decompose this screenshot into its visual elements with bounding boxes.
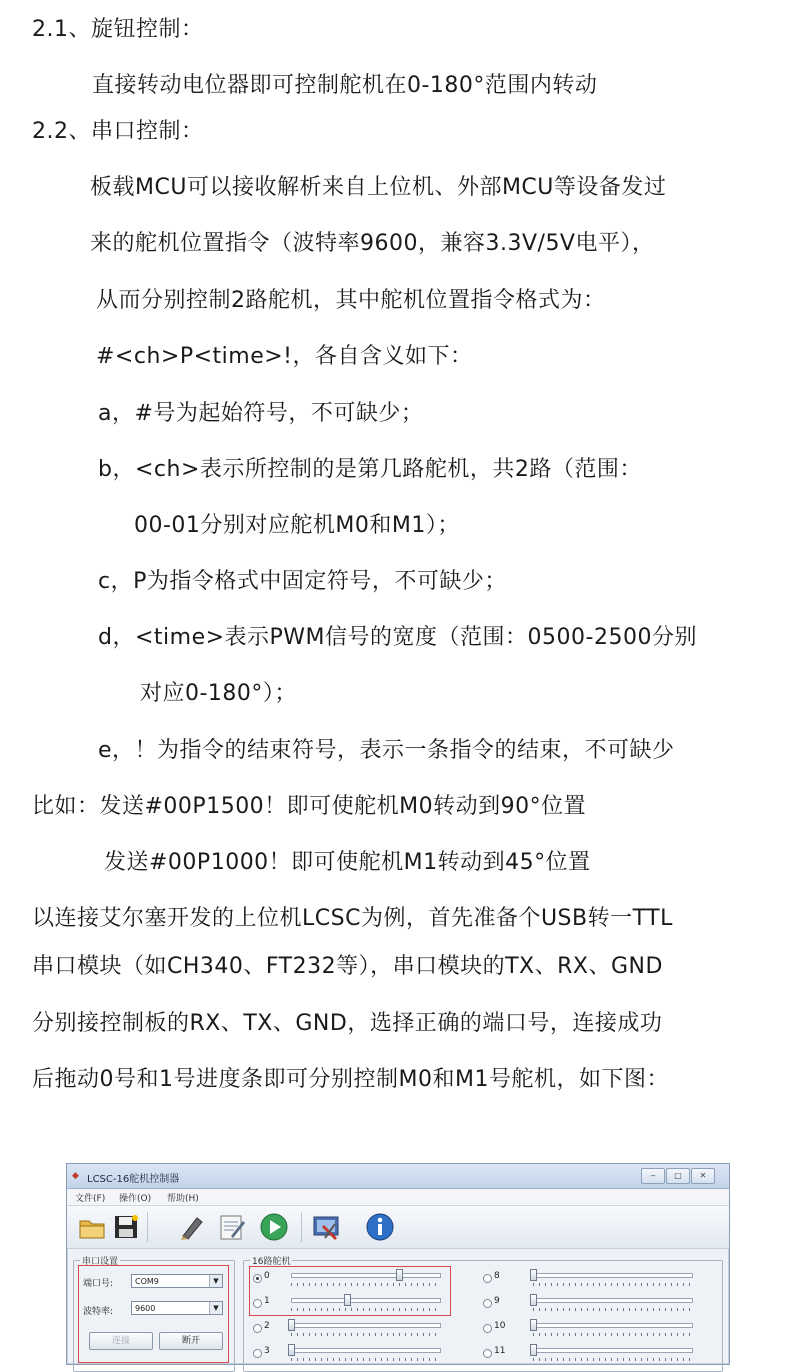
servo-position-slider[interactable] <box>533 1269 693 1291</box>
slider-thumb[interactable] <box>288 1319 295 1331</box>
list-item-b: b，<ch>表示所控制的是第几路舵机，共2路（范围： <box>98 457 642 482</box>
example-line: 发送#00P1000！即可使舵机M1转动到45°位置 <box>104 850 591 875</box>
slider-ticks <box>533 1333 693 1336</box>
paragraph-line: 以连接艾尔塞开发的上位机LCSC为例，首先准备个USB转一TTL <box>32 906 673 931</box>
slider-track <box>291 1298 441 1303</box>
channel-number-label: 10 <box>494 1321 506 1331</box>
section-heading-serial-control: 2.2、串口控制： <box>32 119 204 144</box>
channel-radio[interactable] <box>253 1299 262 1308</box>
servo-position-slider[interactable] <box>533 1319 693 1341</box>
command-format-line: #<ch>P<time>!，各自含义如下： <box>96 344 473 369</box>
slider-ticks <box>533 1308 693 1311</box>
maximize-button[interactable]: □ <box>666 1168 690 1184</box>
channel-number-label: 2 <box>264 1321 270 1331</box>
servo-position-slider[interactable] <box>291 1344 441 1366</box>
paragraph-line: 串口模块（如CH340、FT232等），串口模块的TX、RX、GND <box>32 954 663 979</box>
chevron-down-icon: ▼ <box>209 1302 222 1314</box>
minimize-button[interactable]: ‒ <box>641 1168 665 1184</box>
list-item-d-continued: 对应0-180°）； <box>140 681 297 706</box>
servo-position-slider[interactable] <box>533 1294 693 1316</box>
menu-file[interactable]: 文件(F) <box>75 1194 106 1204</box>
channel-radio[interactable] <box>253 1274 262 1283</box>
channel-number-label: 3 <box>264 1346 270 1356</box>
servo-channel-row <box>483 1269 693 1291</box>
toolbar-separator <box>301 1212 302 1242</box>
servo-position-slider[interactable] <box>291 1319 441 1341</box>
toolbar <box>67 1206 729 1249</box>
slider-ticks <box>291 1308 441 1311</box>
list-item-d: d，<time>表示PWM信号的宽度（范围：0500-2500分别 <box>98 625 697 650</box>
servo-channel-row <box>483 1344 693 1366</box>
slider-ticks <box>533 1358 693 1361</box>
paragraph-line: 直接转动电位器即可控制舵机在0-180°范围内转动 <box>92 73 598 98</box>
slider-thumb[interactable] <box>530 1344 537 1356</box>
settings-tools-icon[interactable] <box>311 1212 341 1242</box>
servo-group-label: 16路舵机 <box>250 1254 292 1267</box>
edit-document-icon[interactable] <box>217 1212 247 1242</box>
baud-value: 9600 <box>135 1304 156 1313</box>
servo-channel-row <box>253 1294 441 1316</box>
paragraph-line: 分别接控制板的RX、TX、GND，选择正确的端口号，连接成功 <box>32 1011 663 1036</box>
slider-thumb[interactable] <box>396 1269 403 1281</box>
servo-position-slider[interactable] <box>533 1344 693 1366</box>
slider-thumb[interactable] <box>344 1294 351 1306</box>
toolbar-separator <box>147 1212 148 1242</box>
slider-thumb[interactable] <box>288 1344 295 1356</box>
slider-thumb[interactable] <box>530 1319 537 1331</box>
app-window <box>66 1163 730 1365</box>
channel-number-label: 8 <box>494 1271 500 1281</box>
channel-number-label: 11 <box>494 1346 506 1356</box>
menu-bar <box>67 1189 729 1206</box>
slider-track <box>291 1348 441 1353</box>
baud-label: 波特率: <box>83 1307 114 1317</box>
port-label: 端口号: <box>83 1279 114 1289</box>
serial-settings-label: 串口设置 <box>80 1254 120 1267</box>
paragraph-line: 板载MCU可以接收解析来自上位机、外部MCU等设备发过 <box>90 175 667 200</box>
servo-position-slider[interactable] <box>291 1269 441 1291</box>
pen-icon[interactable] <box>177 1212 207 1242</box>
example-line: 比如：发送#00P1500！即可使舵机M0转动到90°位置 <box>32 794 587 819</box>
open-folder-icon[interactable] <box>77 1212 107 1242</box>
window-title: LCSC-16舵机控制器 <box>87 1174 180 1185</box>
section-heading-knob-control: 2.1、旋钮控制： <box>32 17 204 42</box>
close-button[interactable]: ✕ <box>691 1168 715 1184</box>
slider-track <box>291 1323 441 1328</box>
channel-number-label: 1 <box>264 1296 270 1306</box>
slider-thumb[interactable] <box>530 1294 537 1306</box>
slider-track <box>533 1273 693 1278</box>
slider-ticks <box>291 1333 441 1336</box>
slider-thumb[interactable] <box>530 1269 537 1281</box>
channel-radio[interactable] <box>483 1274 492 1283</box>
slider-track <box>533 1298 693 1303</box>
channel-number-label: 9 <box>494 1296 500 1306</box>
servo-channel-row <box>483 1319 693 1341</box>
slider-ticks <box>291 1358 441 1361</box>
list-item-a: a，#号为起始符号，不可缺少； <box>98 401 424 426</box>
channel-radio[interactable] <box>483 1324 492 1333</box>
slider-track <box>291 1273 441 1278</box>
slider-track <box>533 1323 693 1328</box>
slider-track <box>533 1348 693 1353</box>
paragraph-line: 来的舵机位置指令（波特率9600，兼容3.3V/5V电平）， <box>90 231 655 256</box>
menu-help[interactable]: 帮助(H) <box>167 1194 199 1204</box>
info-icon[interactable] <box>365 1212 395 1242</box>
channel-number-label: 0 <box>264 1271 270 1281</box>
channel-radio[interactable] <box>253 1324 262 1333</box>
list-item-c: c，P为指令格式中固定符号，不可缺少； <box>98 569 507 594</box>
save-disk-icon[interactable] <box>111 1212 141 1242</box>
port-select[interactable] <box>131 1274 223 1288</box>
servo-channel-row <box>253 1344 441 1366</box>
chevron-down-icon: ▼ <box>209 1275 222 1287</box>
servo-channel-row <box>483 1294 693 1316</box>
servo-channel-row <box>253 1269 441 1291</box>
slider-ticks <box>533 1283 693 1286</box>
list-item-b-continued: 00-01分别对应舵机M0和M1）； <box>134 513 460 538</box>
menu-operate[interactable]: 操作(O) <box>119 1194 152 1204</box>
app-logo-icon: ◆ <box>72 1171 79 1181</box>
list-item-e: e，！为指令的结束符号，表示一条指令的结束，不可缺少 <box>98 738 675 763</box>
play-icon[interactable] <box>259 1212 289 1242</box>
servo-channel-row <box>253 1319 441 1341</box>
paragraph-line: 从而分别控制2路舵机，其中舵机位置指令格式为： <box>96 288 606 313</box>
baud-select[interactable] <box>131 1301 223 1315</box>
title-bar <box>67 1164 729 1189</box>
connect-button[interactable]: 连接 <box>89 1332 153 1350</box>
servo-position-slider[interactable] <box>291 1294 441 1316</box>
paragraph-line: 后拖动0号和1号进度条即可分别控制M0和M1号舵机，如下图： <box>32 1067 669 1092</box>
slider-ticks <box>291 1283 441 1286</box>
port-value: COM9 <box>135 1277 159 1286</box>
disconnect-button[interactable]: 断开 <box>159 1332 223 1350</box>
channel-radio[interactable] <box>483 1299 492 1308</box>
